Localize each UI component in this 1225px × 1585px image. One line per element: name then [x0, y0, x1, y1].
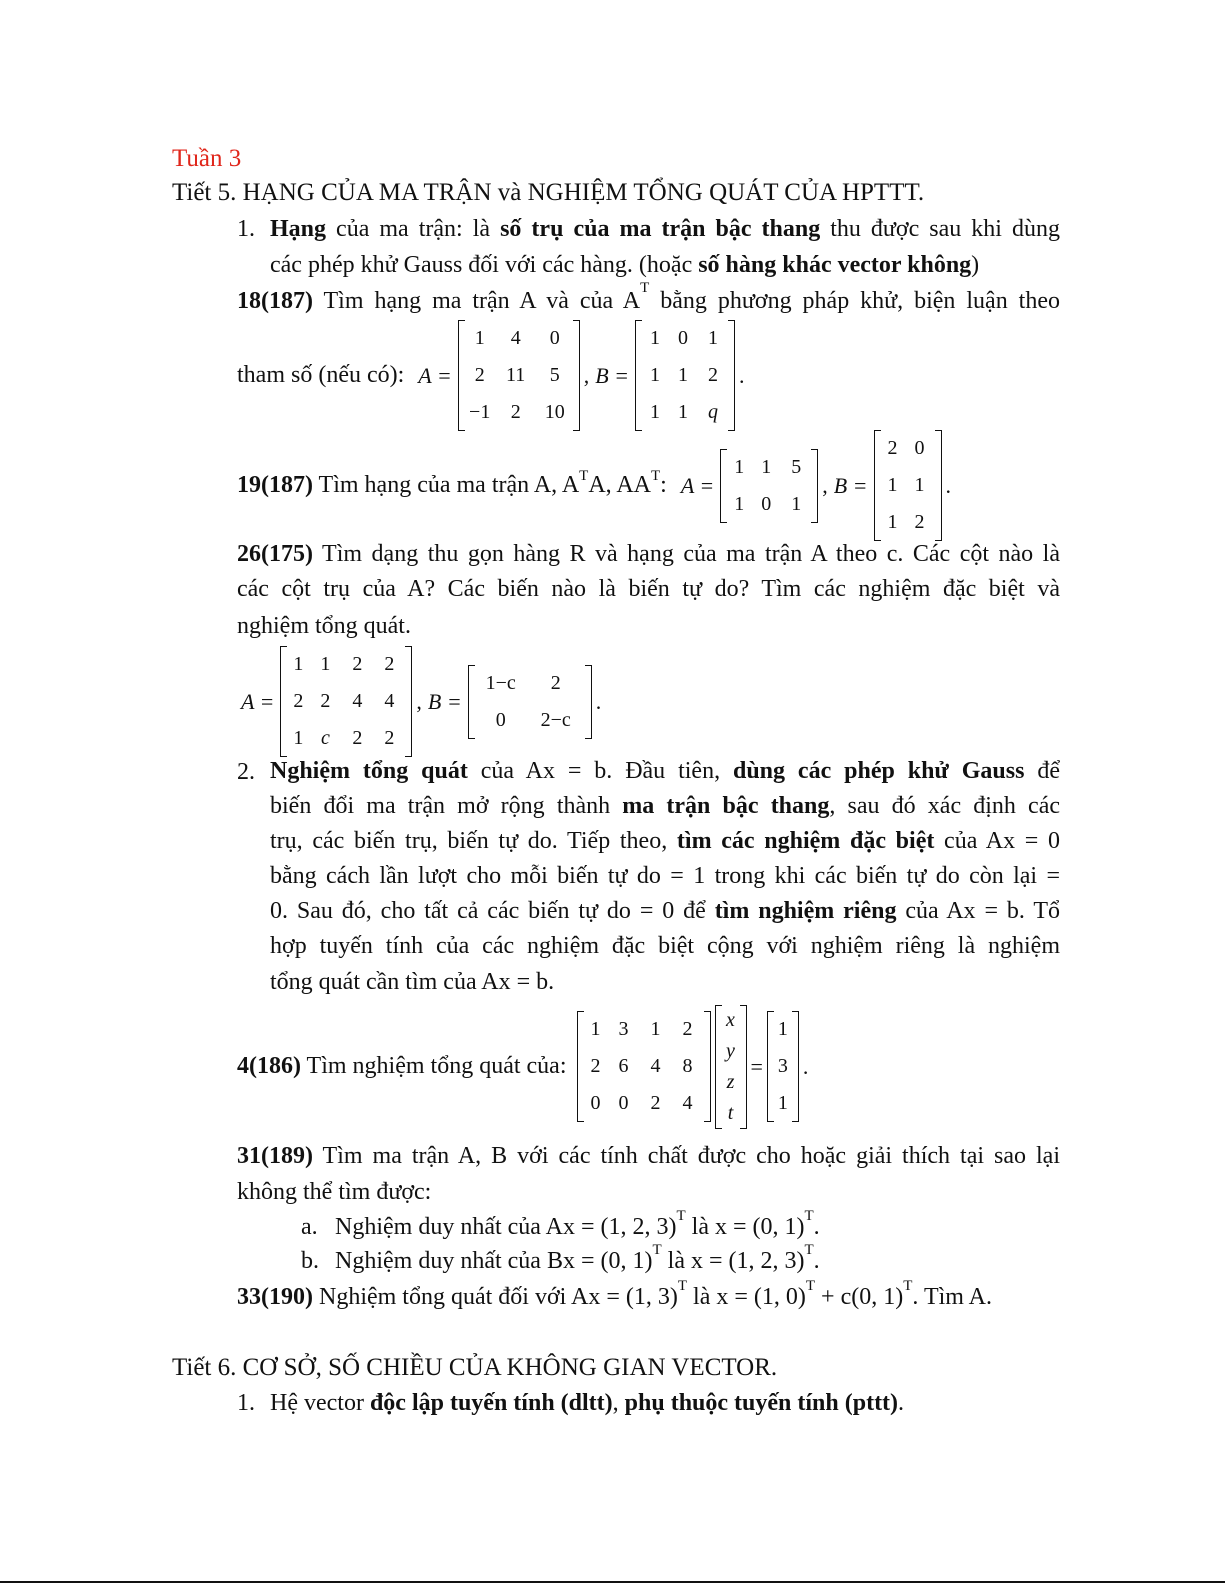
- lesson5-title: Tiết 5. HẠNG CỦA MA TRẬN và NGHIỆM TỔNG QUÁT CỦA HPTTT.: [172, 179, 925, 206]
- ex26-line1: 26(175) Tìm dạng thu gọn hàng R và hạng của ma trận A theo c. Các cột nào là: [237, 541, 1060, 567]
- ex19-line: 19(187) Tìm hạng của ma trận A, $A^TA$, $AA^T$: A = 1 1 1 0 5 1 , B = 2 1 1 0 1 2 .: [237, 430, 953, 541]
- ex31-line2: không thể tìm được:: [237, 1179, 432, 1205]
- ex18-matrix-B: 1 1 1 0 1 1 1 2 q: [635, 320, 735, 431]
- ex4-coefficient-matrix: 1 2 0 3 6 0 1 4 2 2 8 4: [577, 1011, 711, 1122]
- ex31-a-label: a.: [301, 1214, 318, 1240]
- ex19-matrix-A: 1 1 1 0 5 1: [720, 449, 818, 523]
- ex18-matrix-A: 1 2 −1 4 11 2 0 5 10: [458, 320, 580, 431]
- ex18-prefix: tham số (nếu có):: [237, 362, 405, 388]
- ex4-text: 4(186) Tìm nghiệm tổng quát của:: [237, 1053, 567, 1079]
- item1-line1: Hạng của ma trận: là số trụ của ma trận bậc thang thu được sau khi dùng: [270, 216, 1060, 242]
- matrix-A-label: A =: [680, 472, 715, 498]
- ex18-matrices: tham số (nếu có): A = 1 2 −1 4 11 2 0 5 10 , B = 1 1 1 0 1 1 1 2 q .: [237, 320, 746, 431]
- item2-line6: hợp tuyến tính của các nghiệm đặc biệt cộng với nghiệm riêng là nghiệm: [270, 933, 1060, 959]
- lesson6-item1-text: Hệ vector độc lập tuyến tính (dltt), phụ thuộc tuyến tính (pttt).: [270, 1390, 905, 1416]
- ex19-text: 19(187) Tìm hạng của ma trận A, $A^TA$, $AA^T$:: [237, 468, 667, 498]
- ex19-matrix-B: 2 1 1 0 1 2: [874, 430, 942, 541]
- ex31-line1: 31(189) Tìm ma trận A, B với các tính chất được cho hoặc giải thích tại sao lại: [237, 1143, 1060, 1169]
- ex31-b-label: b.: [301, 1248, 319, 1274]
- item2-number: 2.: [237, 759, 255, 785]
- ex26-matrices: A = 1 2 1 1 2 c 2 4 2 2 4 2 , B = 1−c 0 2 2−c .: [237, 646, 603, 757]
- ex26-line2: các cột trụ của A? Các biến nào là biến tự do? Tìm các nghiệm đặc biệt và: [237, 576, 1060, 602]
- week-heading: Tuần 3: [172, 145, 242, 172]
- item2-line5: 0. Sau đó, cho tất cả các biến tự do = 0 để tìm nghiệm riêng của Ax = b. Tổ: [270, 898, 1060, 924]
- item1-number: 1.: [237, 216, 255, 242]
- matrix-B-label: B =: [833, 472, 868, 498]
- ex18-line1: 18(187) Tìm hạng ma trận A và của $A^T$ bằng phương pháp khử, biện luận theo: [237, 280, 1060, 314]
- ex26-matrix-B: 1−c 0 2 2−c: [468, 665, 592, 739]
- ex26-matrix-A: 1 2 1 1 2 c 2 4 2 2 4 2: [280, 646, 412, 757]
- page-bottom-border: [0, 1581, 1225, 1583]
- matrix-B-label: B =: [427, 688, 462, 714]
- ex33-line: 33(190) Nghiệm tổng quát đối với Ax = (1, 3)$^T$ là x = (1, 0)$^T$ + c(0, 1)$^T$. Tìm A.: [237, 1278, 992, 1310]
- ex4-rhs-vector: 1 3 1: [767, 1011, 799, 1122]
- item2-line7: tổng quát cần tìm của Ax = b.: [270, 969, 555, 995]
- ex31-a-text: Nghiệm duy nhất của Ax = (1, 2, 3)$^T$ là x = (0, 1)$^T$.: [335, 1208, 820, 1240]
- item2-line1: Nghiệm tổng quát của Ax = b. Đầu tiên, dùng các phép khử Gauss để: [270, 758, 1060, 784]
- matrix-B-label: B =: [595, 362, 629, 388]
- item2-line3: trụ, các biến trụ, biến tự do. Tiếp theo, tìm các nghiệm đặc biệt của Ax = 0: [270, 828, 1061, 854]
- matrix-A-label: A =: [241, 688, 275, 714]
- item2-line2: biến đổi ma trận mở rộng thành ma trận bậc thang, sau đó xác định các: [270, 793, 1060, 819]
- ex4-line: 4(186) Tìm nghiệm tổng quát của: 1 2 0 3 6 0 1 4 2 2 8 4 x y z t = 1 3 1 .: [237, 1011, 810, 1122]
- item1-line2: các phép khử Gauss đối với các hàng. (hoặc số hàng khác vector không): [270, 252, 980, 278]
- lesson6-title: Tiết 6. CƠ SỞ, SỐ CHIỀU CỦA KHÔNG GIAN VECTOR.: [172, 1354, 778, 1381]
- item2-line4: bằng cách lần lượt cho mỗi biến tự do = 1 trong khi các biến tự do còn lại =: [270, 863, 1060, 889]
- ex26-line3: nghiệm tổng quát.: [237, 613, 411, 639]
- matrix-A-label: A =: [418, 362, 452, 388]
- ex31-b-text: Nghiệm duy nhất của Bx = (0, 1)$^T$ là x = (1, 2, 3)$^T$.: [335, 1242, 820, 1274]
- ex4-variable-vector: x y z t: [715, 1005, 747, 1129]
- lesson6-item1-number: 1.: [237, 1390, 255, 1416]
